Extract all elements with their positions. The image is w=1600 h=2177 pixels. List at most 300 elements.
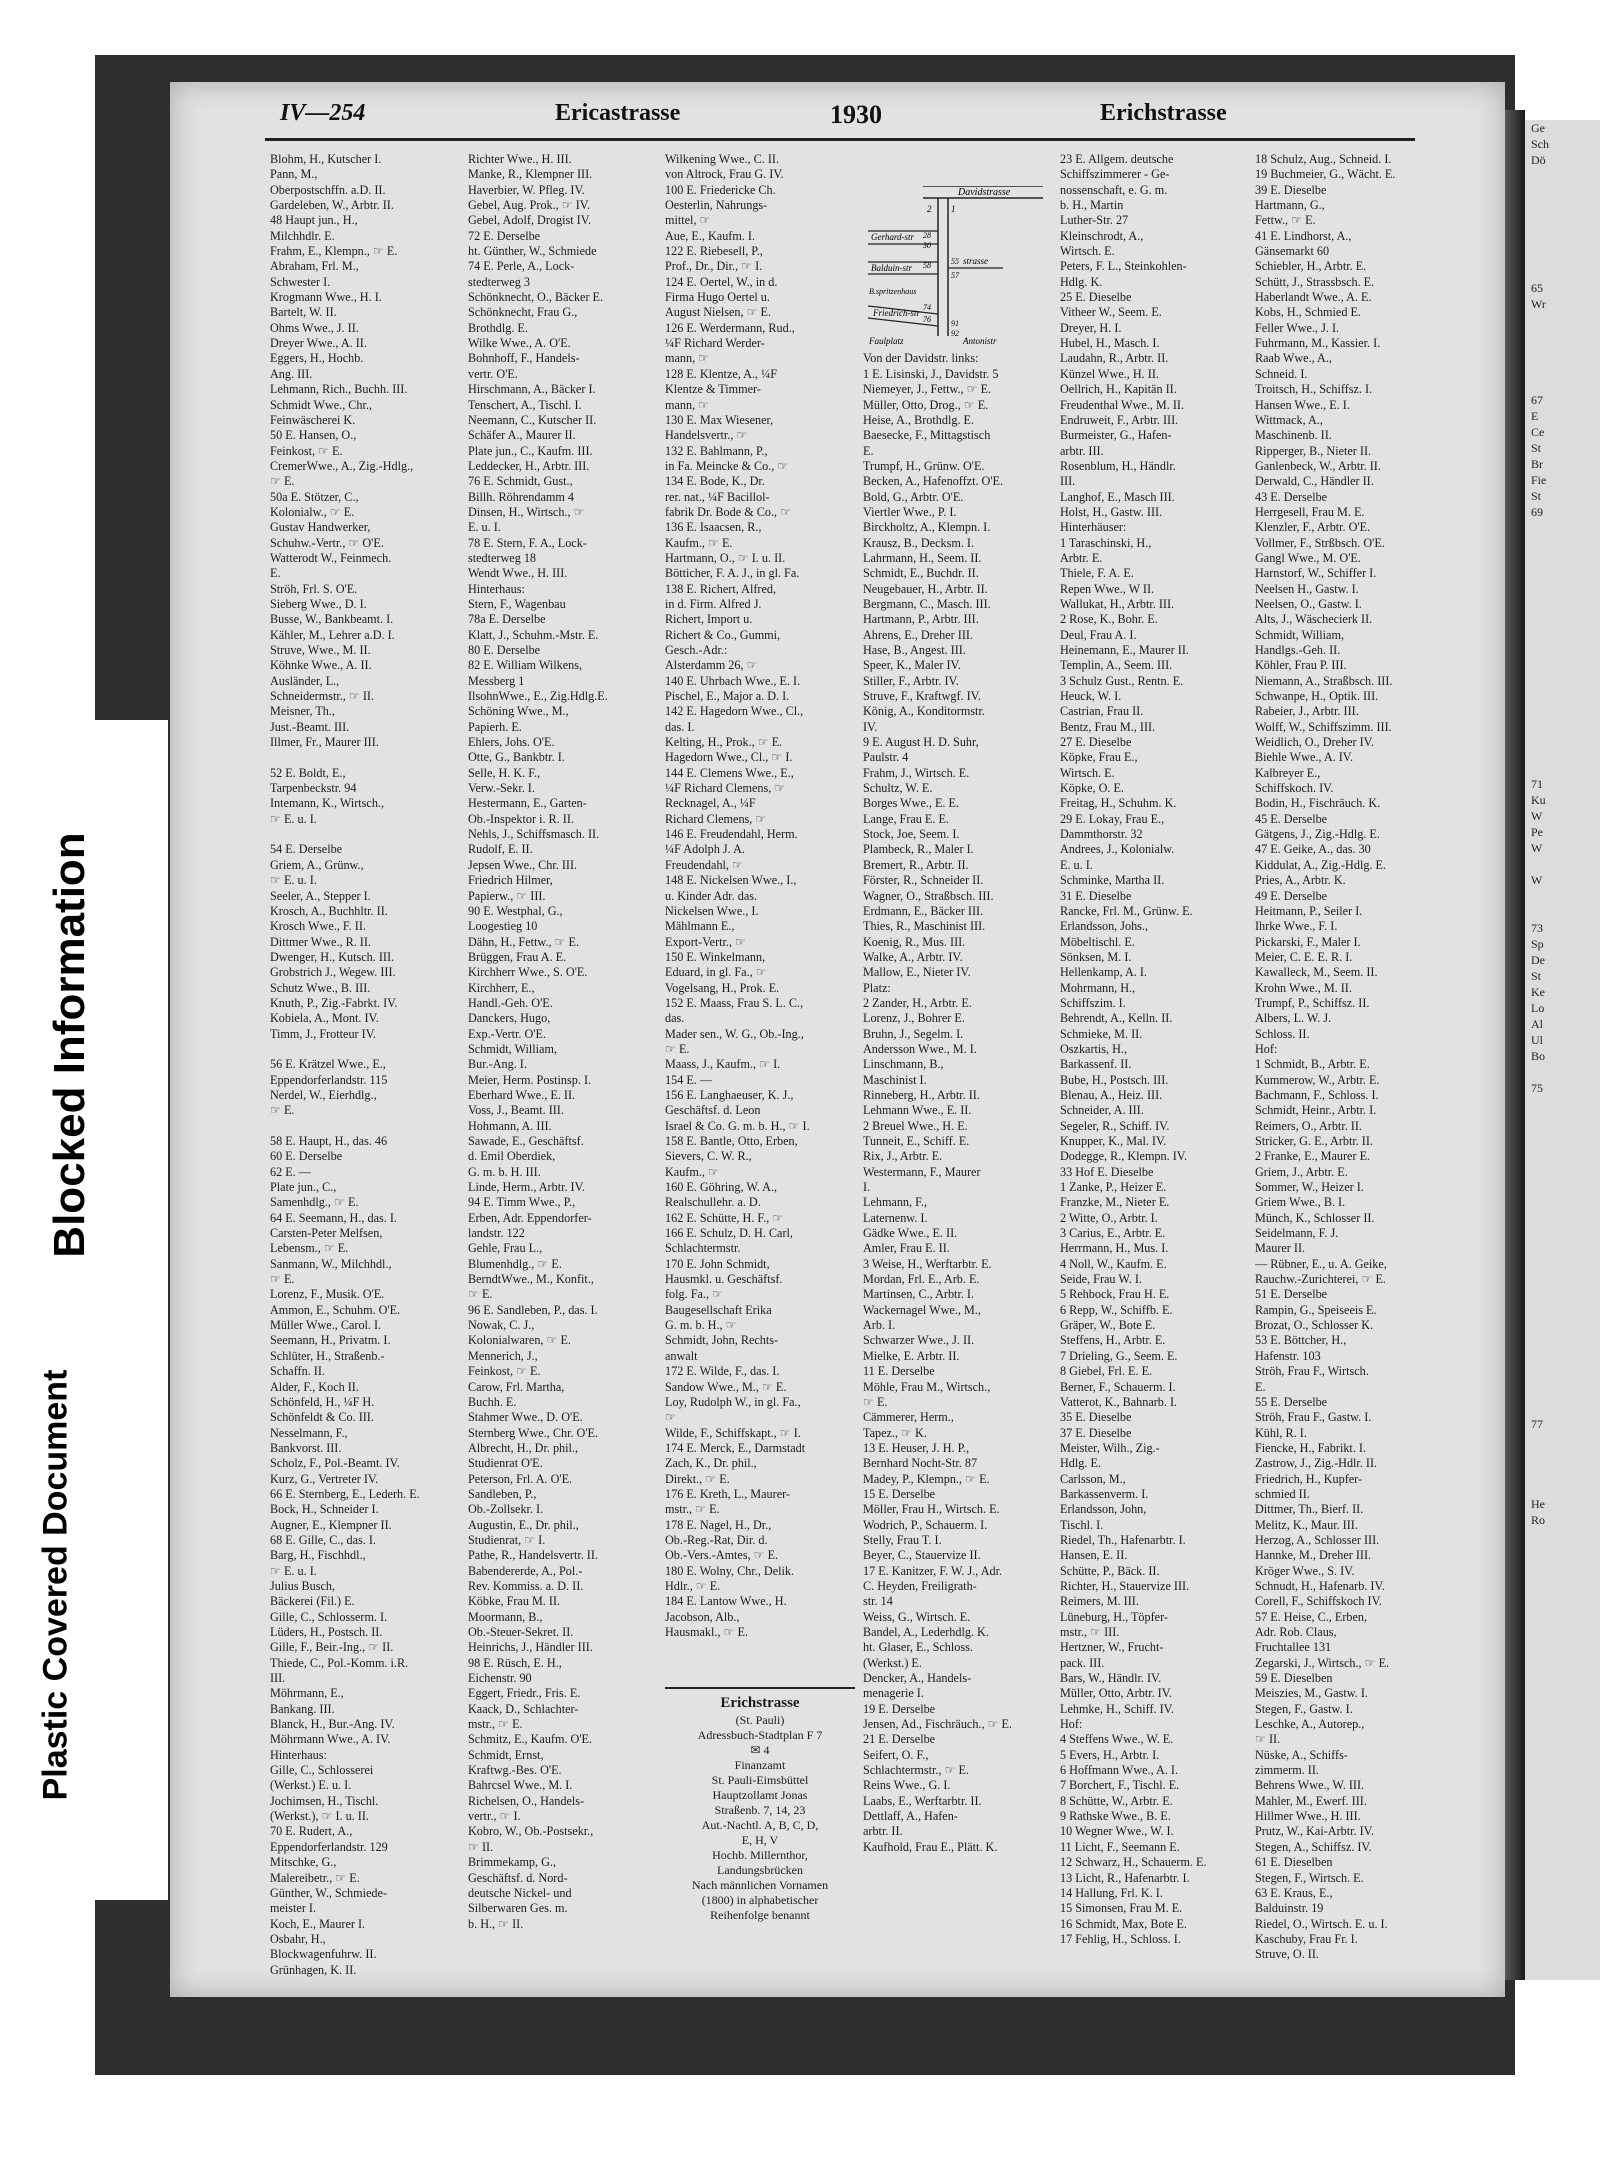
directory-entry-line: Schmidt Wwe., Chr., (270, 397, 373, 412)
directory-entry-line: 52 E. Boldt, E., (270, 765, 346, 780)
directory-entry-line: Mählmann E., (665, 919, 735, 934)
directory-entry-line: IV. (863, 719, 878, 734)
directory-entry-line: Schönknecht, Frau G., (468, 305, 578, 320)
directory-entry-line: Just.-Beamt. III. (270, 719, 350, 734)
directory-entry-line: Sandow Wwe., M., ☞ E. (665, 1379, 787, 1394)
directory-entry-line: Blenau, A., Heiz. III. (1060, 1087, 1163, 1102)
info-box-lines (665, 1713, 855, 1923)
directory-entry-line: Müller Wwe., Carol. I. (270, 1318, 382, 1333)
directory-entry-line: 128 E. Klentze, A., ¼F (665, 366, 778, 381)
map-number: 30 (923, 241, 931, 250)
directory-entry-line: Export-Vertr., ☞ (665, 934, 746, 949)
directory-entry-line: Dreyer, H. I. (1060, 320, 1122, 335)
directory-entry-line: Laudahn, R., Arbtr. II. (1060, 351, 1169, 366)
directory-entry-line: 70 E. Rudert, A., (270, 1824, 353, 1839)
directory-entry-line: Rosenblum, H., Händlr. (1060, 458, 1176, 473)
adjacent-page-fragment (1525, 1192, 1600, 1208)
directory-entry-line: Geschäftsf. d. Leon (665, 1103, 761, 1118)
directory-entry-line: 1 Schmidt, B., Arbtr. E. (1255, 1057, 1370, 1072)
directory-entry-line: Neelsen H., Gastw. I. (1255, 581, 1359, 596)
page-gutter (1505, 110, 1525, 1980)
directory-entry-line: Bube, H., Postsch. III. (1060, 1072, 1169, 1087)
map-number: 28 (923, 231, 931, 240)
directory-entry-line: E. (270, 566, 281, 581)
adjacent-page-fragment (1525, 200, 1600, 216)
directory-entry-line: Berner, F., Schauerm. I. (1060, 1379, 1176, 1394)
directory-entry-line: Reins Wwe., G. I. (863, 1778, 951, 1793)
directory-entry-line: Von der Davidstr. links: (863, 351, 979, 366)
directory-entry-line: Lehmann, F., (863, 1195, 928, 1210)
directory-entry-line: Koch, E., Maurer I. (270, 1916, 366, 1931)
directory-entry-line: 7 Drieling, G., Seem. E. (1060, 1348, 1178, 1363)
directory-entry-line: Hdlg. E. (1060, 1456, 1101, 1471)
adjacent-page-fragment: Sch (1531, 137, 1549, 151)
directory-entry-line: Behrendt, A., Kelln. II. (1060, 1011, 1173, 1026)
directory-entry-line: Realschullehr. a. D. (665, 1195, 761, 1210)
directory-entry-line: 31 E. Dieselbe (1060, 888, 1132, 903)
directory-entry-line: nossenschaft, e. G. m. (1060, 182, 1168, 197)
directory-entry-line: Tischl. I. (1060, 1517, 1104, 1532)
adjacent-page-fragment: Ce (1531, 425, 1545, 439)
directory-entry-line: Gille, F., Beir.-Ing., ☞ II. (270, 1640, 394, 1655)
adjacent-page-fragment: St (1531, 441, 1542, 455)
directory-entry-line: Corell, F., Schiffskoch IV. (1255, 1594, 1382, 1609)
directory-entry-line: in Fa. Meincke & Co., ☞ (665, 458, 789, 473)
adjacent-page-fragment (1525, 904, 1600, 920)
directory-entry-line: Haberlandt Wwe., A. E. (1255, 290, 1372, 305)
directory-entry-line: Linschmann, B., (863, 1057, 944, 1072)
adjacent-page-fragment: 65 (1531, 281, 1543, 295)
directory-entry-line: ht. Glaser, E., Schloss. (863, 1640, 973, 1655)
directory-entry-line: Ob.-Reg.-Rat, Dir. d. (665, 1532, 768, 1547)
directory-entry-line: 53 E. Böttcher, H., (1255, 1333, 1347, 1348)
directory-entry-line: Blohm, H., Kutscher I. (270, 152, 382, 166)
directory-entry-line: arbtr. III. (1060, 443, 1104, 458)
directory-entry-line: Schmidt, Ernst, (468, 1747, 544, 1762)
directory-entry-line: Bremert, R., Arbtr. II. (863, 857, 969, 872)
directory-entry-line: Wendt Wwe., H. III. (468, 566, 568, 581)
map-number: 58 (923, 261, 931, 270)
directory-entry-line: 27 E. Dieselbe (1060, 735, 1132, 750)
directory-entry-line: anwalt (665, 1348, 698, 1363)
directory-entry-line: Barkassenverm. I. (1060, 1486, 1149, 1501)
right-street-title: Erichstrasse (1100, 100, 1227, 126)
directory-entry-line: (Werkst.) E. u. I. (270, 1778, 352, 1793)
directory-entry-line: Fiencke, H., Fabrikt. I. (1255, 1440, 1367, 1455)
directory-entry-line: Gädke Wwe., E. II. (863, 1226, 958, 1241)
directory-entry-line: 72 E. Derselbe (468, 228, 541, 243)
directory-entry-line: Hirschmann, A., Bäcker I. (468, 382, 596, 397)
directory-entry-line: Günther, W., Schmiede- (270, 1885, 387, 1900)
directory-entry-line: vertr. O'E. (468, 366, 518, 381)
directory-entry-line: mstr., ☞ E. (468, 1717, 523, 1732)
info-box-line: ✉ 4 (750, 1743, 770, 1757)
directory-entry-line: Speer, K., Maler IV. (863, 658, 961, 673)
directory-entry-line: Niemann, A., Straßbsch. III. (1255, 673, 1393, 688)
directory-entry-line: 15 E. Derselbe (863, 1486, 936, 1501)
directory-entry-line: Selle, H. K. F., (468, 765, 541, 780)
directory-entry-line: Richelsen, O., Handels- (468, 1793, 585, 1808)
directory-entry-line: Papierh. E. (468, 719, 522, 734)
adjacent-page-fragment (1525, 184, 1600, 200)
directory-entry-line: Bodin, H., Fischräuch. K. (1255, 796, 1381, 811)
directory-entry-line: 82 E. William Wilkens, (468, 658, 583, 673)
map-label: Faulplatz (869, 336, 904, 346)
directory-entry-line: 3 Schulz Gust., Rentn. E. (1060, 673, 1184, 688)
directory-entry-line: Mitschke, G., (270, 1855, 337, 1870)
directory-entry-line: Buchh. E. (468, 1394, 517, 1409)
directory-entry-line: 56 E. Krätzel Wwe., E., (270, 1057, 386, 1072)
directory-entry-line: Maschinenb. II. (1255, 428, 1332, 443)
directory-entry-line: Leddecker, H., Arbtr. III. (468, 458, 590, 473)
directory-entry-line: 4 Steffens Wwe., W. E. (1060, 1732, 1174, 1747)
directory-entry-line: Laabs, E., Werftarbtr. II. (863, 1793, 982, 1808)
directory-entry-line: 41 E. Lindhorst, A., (1255, 228, 1352, 243)
directory-entry-line: Nowak, C. J., (468, 1318, 535, 1333)
directory-entry-line: Dettlaff, A., Hafen- (863, 1809, 958, 1824)
directory-entry-line: Schloss. II. (1255, 1026, 1310, 1041)
directory-entry-line: 2 Franke, E., Maurer E. (1255, 1149, 1371, 1164)
directory-entry-line: 3 Carius, E., Arbtr. E. (1060, 1226, 1166, 1241)
directory-entry-line: Schneidermstr., ☞ II. (270, 689, 375, 704)
directory-entry-line: Madey, P., Klempn., ☞ E. (863, 1471, 990, 1486)
adjacent-page-fragment (1525, 328, 1600, 344)
directory-entry-line: ☞ (665, 1410, 676, 1425)
directory-entry-line: Rabeier, J., Arbtr. III. (1255, 704, 1359, 719)
directory-entry-line: Schmidt, John, Rechts- (665, 1333, 779, 1348)
adjacent-page-fragment (1525, 1480, 1600, 1496)
map-number: 76 (923, 315, 931, 324)
directory-entry-line: Schneid. I. (1255, 366, 1308, 381)
directory-entry-line: ☞ II. (468, 1839, 494, 1854)
directory-entry-line: 172 E. Wilde, F., das. I. (665, 1364, 780, 1379)
directory-entry-line: BerndtWwe., M., Konfit., (468, 1272, 594, 1287)
directory-entry-line: Plate jun., C., (270, 1180, 337, 1195)
adjacent-page-fragment (1525, 648, 1600, 664)
directory-entry-line: Richter Wwe., H. III. (468, 152, 572, 166)
directory-entry-line: 13 Licht, R., Hafenarbtr. I. (1060, 1870, 1190, 1885)
directory-entry-line: Kaufhold, Frau E., Plätt. K. (863, 1839, 998, 1854)
directory-entry-line: von Altrock, Frau G. IV. (665, 167, 784, 182)
directory-entry-line: ☞ II. (1255, 1732, 1281, 1747)
directory-entry-line: Stegen, A., Schiffsz. IV. (1255, 1839, 1372, 1854)
directory-entry-line: Wackernagel Wwe., M., (863, 1302, 981, 1317)
directory-entry-line: ☞ E. (468, 1287, 493, 1302)
directory-entry-line: G. m. b. H., ☞ (665, 1318, 737, 1333)
directory-entry-line: Mader sen., W. G., Ob.-Ing., (665, 1026, 804, 1041)
directory-entry-line: Mennerich, J., (468, 1348, 538, 1363)
directory-entry-line: Dittmer, Th., Bierf. II. (1255, 1502, 1364, 1517)
directory-entry-line: 45 E. Derselbe (1255, 811, 1328, 826)
directory-entry-line: Griem, A., Grünw., (270, 857, 364, 872)
directory-entry-line: 15 Simonsen, Frau M. E. (1060, 1901, 1183, 1916)
directory-entry-line: Hertzner, W., Frucht- (1060, 1640, 1164, 1655)
directory-entry-line: Lüders, H., Postsch. II. (270, 1625, 383, 1639)
directory-entry-line: Geschäftsf. d. Nord- (468, 1870, 568, 1885)
directory-entry-line: Richard Clemens, ☞ (665, 811, 767, 826)
directory-entry-line: Ohms Wwe., J. II. (270, 320, 359, 335)
directory-entry-line: Langhof, E., Masch III. (1060, 489, 1175, 504)
directory-entry-line: Erlandsson, John, (1060, 1502, 1147, 1517)
directory-entry-line: Schmidt, William, (468, 1041, 557, 1056)
adjacent-page-fragment (1525, 1256, 1600, 1272)
directory-entry-line: 96 E. Sandleben, P., das. I. (468, 1302, 598, 1317)
directory-entry-line: Krosch, A., Buchhltr. II. (270, 903, 388, 918)
directory-entry-line: Moormann, B., (468, 1609, 543, 1624)
adjacent-page-fragment: Ge (1531, 121, 1545, 135)
directory-entry-line: Ströh, Frl. S. O'E. (270, 581, 358, 596)
directory-entry-line: Cämmerer, Herm., (863, 1410, 954, 1425)
directory-entry-line: Lüneburg, H., Töpfer- (1060, 1609, 1168, 1624)
directory-entry-line: ht. Günther, W., Schmiede (468, 244, 597, 259)
directory-entry-line: Steffens, H., Arbtr. E. (1060, 1333, 1166, 1348)
directory-entry-line: Köpke, Frau E., (1060, 750, 1138, 765)
directory-entry-line: Rampin, G., Speiseeis E. (1255, 1302, 1377, 1317)
directory-entry-line: Kaufm., ☞ (665, 1164, 719, 1179)
directory-entry-line: Schlüter, H., Straßenb.- (270, 1348, 385, 1363)
directory-entry-line: 176 E. Kreth, L., Maurer- (665, 1486, 790, 1501)
directory-entry-line: Hellenkamp, A. I. (1060, 965, 1147, 980)
directory-entry-line: Ob.-Vers.-Amtes, ☞ E. (665, 1548, 779, 1563)
directory-entry-line: Fettw., ☞ E. (1255, 213, 1316, 228)
directory-entry-line: Gustav Handwerker, (270, 520, 371, 535)
directory-entry-line: 39 E. Dieselbe (1255, 182, 1327, 197)
directory-entry-line: 80 E. Derselbe (468, 643, 541, 657)
directory-entry-line: Wilde, F., Schiffskapt., ☞ I. (665, 1425, 801, 1440)
info-box-line: Finanzamt (734, 1758, 786, 1772)
directory-entry-line: Templin, A., Seem. III. (1060, 658, 1173, 673)
directory-entry-line: ☞ E. (270, 1272, 295, 1287)
directory-entry-line: 138 E. Richert, Alfred, (665, 581, 777, 596)
directory-entry-line: ☞ E. (270, 474, 295, 489)
directory-entry-line: Seeler, A., Stepper I. (270, 888, 371, 903)
directory-entry-line: Kröger Wwe., S. IV. (1255, 1563, 1355, 1578)
directory-entry-line: Thiede, C., Pol.-Komm. i.R. (270, 1655, 409, 1670)
directory-entry-line: 47 E. Geike, A., das. 30 (1255, 842, 1371, 857)
column-6 (1255, 152, 1437, 1963)
directory-entry-line (863, 152, 1045, 167)
adjacent-page-fragment: Ul (1531, 1033, 1543, 1047)
directory-entry-line: Verw.-Sekr. I. (468, 781, 535, 796)
directory-entry-line: 58 E. Haupt, H., das. 46 (270, 1134, 388, 1148)
directory-entry-line: u. Kinder Adr. das. (665, 888, 758, 903)
directory-entry-line: Richert & Co., Gummi, (665, 627, 781, 642)
directory-entry-line: Busse, W., Bankbeamt. I. (270, 612, 394, 627)
directory-entry-line: Kawalleck, M., Seem. II. (1255, 965, 1378, 980)
directory-entry-line: Wilkening Wwe., C. II. (665, 152, 780, 166)
directory-entry-line: Freudenthal Wwe., M. II. (1060, 397, 1184, 412)
directory-entry-line: ☞ E. (665, 1041, 690, 1056)
directory-entry-line: Lehmann, Rich., Buchh. III. (270, 382, 408, 397)
directory-entry-line: 130 E. Max Wiesener, (665, 412, 774, 427)
directory-entry-line: Dencker, A., Handels- (863, 1671, 972, 1686)
directory-entry-line: Gille, C., Schlosserei (270, 1763, 374, 1778)
adjacent-page-fragment: 69 (1531, 505, 1543, 519)
directory-entry-line: Nerdel, W., Eierhdlg., (270, 1087, 377, 1102)
directory-entry-line: Wittmack, A., (1255, 412, 1323, 427)
directory-entry-line: Schwester I. (270, 274, 331, 289)
directory-entry-line: Oberpostschffn. a.D. II. (270, 182, 386, 197)
directory-entry-line: Maschinist I. (863, 1072, 927, 1087)
directory-entry-line: Hinterhäuser: (1060, 520, 1127, 535)
directory-entry-line: Kähler, M., Lehrer a.D. I. (270, 627, 395, 642)
directory-entry-line: Herrmann, H., Mus. I. (1060, 1241, 1169, 1256)
directory-entry-line: 37 E. Dieselbe (1060, 1425, 1132, 1440)
directory-entry-line: Kaack, D., Schlachter- (468, 1701, 579, 1716)
adjacent-page-fragment (1525, 600, 1600, 616)
adjacent-page (1525, 120, 1600, 1980)
directory-entry-line: Wallukat, H., Arbtr. III. (1060, 596, 1175, 611)
directory-entry-line: 25 E. Dieselbe (1060, 290, 1132, 305)
directory-entry-line: Messberg 1 (468, 673, 525, 688)
directory-entry-line: Carow, Frl. Martha, (468, 1379, 565, 1394)
directory-entry-line: Westermann, F., Maurer (863, 1164, 981, 1179)
directory-entry-line: Bars, W., Händlr. IV. (1060, 1671, 1162, 1686)
directory-entry-line: Holst, H., Gastw. III. (1060, 504, 1163, 519)
directory-entry-line: Dreyer Wwe., A. II. (270, 336, 367, 351)
directory-entry-line: Aue, E., Kaufm. I. (665, 228, 756, 243)
directory-entry-line: 21 E. Derselbe (863, 1732, 936, 1747)
directory-entry-line: Feinwäscherei K. (270, 412, 356, 427)
directory-entry-line: Hausmakl., ☞ E. (665, 1625, 749, 1639)
adjacent-page-fragment: W (1531, 873, 1543, 887)
directory-entry-line: Bold, G., Arbtr. O'E. (863, 489, 964, 504)
directory-entry-line: 2 Witte, O., Arbtr. I. (1060, 1210, 1158, 1225)
adjacent-page-fragment (1525, 232, 1600, 248)
directory-entry-line: Klentze & Timmer- (665, 382, 761, 397)
directory-entry-line: Carlsson, M., (1060, 1471, 1126, 1486)
directory-entry-line: Andersson Wwe., M. I. (863, 1041, 977, 1056)
directory-entry-line: Lehmann Wwe., E. II. (863, 1103, 972, 1118)
directory-entry-line: Wagner, O., Straßbsch. III. (863, 888, 994, 903)
directory-entry-line: Albers, L. W. J. (1255, 1011, 1332, 1026)
directory-entry-line: Mohrmann, H., (1060, 980, 1136, 995)
directory-entry-line: Dwenger, H., Kutsch. III. (270, 949, 395, 964)
directory-entry-line: Ausländer, L., (270, 673, 340, 688)
directory-entry-line: Sternberg Wwe., Chr. O'E. (468, 1425, 599, 1440)
map-label: Friedrich-str (873, 308, 920, 318)
directory-entry-line: Arbtr. E. (1060, 550, 1103, 565)
directory-entry-line: Rix, J., Arbtr. E. (863, 1149, 943, 1164)
directory-entry-line: Schiffszim. I. (1060, 995, 1126, 1010)
directory-entry-line: Schiffszimmerer - Ge- (1060, 167, 1170, 182)
directory-entry-line: Kobro, W., Ob.-Postsekr., (468, 1824, 594, 1839)
directory-entry-line: Ganlenbeck, W., Arbtr. II. (1255, 458, 1381, 473)
directory-entry-line: Walke, A., Arbtr. IV. (863, 949, 963, 964)
adjacent-page-fragment (1525, 664, 1600, 680)
directory-entry-line: rer. nat., ¼F Bacillol- (665, 489, 770, 504)
directory-entry-line: Fuhrmann, M., Kassier. I. (1255, 336, 1381, 351)
directory-entry-line: ☞ E. (863, 1394, 888, 1409)
directory-entry-line: 57 E. Heise, C., Erben, (1255, 1609, 1368, 1624)
directory-entry-line: Kaufm., ☞ E. (665, 535, 733, 550)
directory-entry-line: ☞ E. u. I. (270, 873, 317, 888)
adjacent-page-fragment: Sp (1531, 937, 1544, 951)
adjacent-page-fragment: 77 (1531, 1417, 1543, 1431)
directory-entry-line: Bötticher, F. A. J., in gl. Fa. (665, 566, 800, 581)
directory-entry-line: 62 E. — (270, 1164, 311, 1179)
directory-entry-line: 50 E. Hansen, O., (270, 428, 357, 443)
directory-entry-line: Kobs, H., Schmied E. (1255, 305, 1361, 320)
directory-entry-line: Nesselmann, F., (270, 1425, 348, 1440)
directory-entry-line: Kolonialw., ☞ E. (270, 504, 355, 519)
directory-entry-line: 146 E. Freudendahl, Herm. (665, 827, 798, 842)
directory-entry-line: Kraftwg.-Bes. O'E. (468, 1763, 562, 1778)
directory-entry-line: Herrgesell, Frau M. E. (1255, 504, 1365, 519)
directory-entry-line: Augustin, E., Dr. phil., (468, 1517, 579, 1532)
directory-entry-line: Brimmekamp, G., (468, 1855, 557, 1870)
directory-entry-line (270, 827, 452, 842)
directory-entry-line: 144 E. Clemens Wwe., E., (665, 765, 794, 780)
directory-entry-line: Bernhard Nocht-Str. 87 (863, 1456, 978, 1471)
directory-entry-line: Wilke Wwe., A. O'E. (468, 336, 571, 351)
adjacent-page-fragment: 73 (1531, 921, 1543, 935)
directory-entry-line: Augner, E., Klempner II. (270, 1517, 392, 1532)
directory-entry-line: mstr., ☞ III. (1060, 1625, 1120, 1639)
directory-entry-line: deutsche Nickel- und (468, 1885, 572, 1900)
directory-entry-line: König, A., Konditormstr. (863, 704, 985, 719)
adjacent-page-fragment (1525, 1304, 1600, 1320)
adjacent-page-fragment (1525, 360, 1600, 376)
directory-entry-line: 5 Rehbock, Frau H. E. (1060, 1287, 1170, 1302)
directory-entry-line: 156 E. Langhaeuser, K. J., (665, 1087, 794, 1102)
directory-entry-line: Hase, B., Angest. III. (863, 643, 966, 657)
directory-entry-line: Oszkartis, H., (1060, 1041, 1128, 1056)
directory-entry-line: Martinsen, C., Arbtr. I. (863, 1287, 975, 1302)
directory-entry-line: 11 Licht, F., Seemann E. (1060, 1839, 1180, 1854)
directory-entry-line: Heitmann, P., Seiler I. (1255, 903, 1363, 918)
adjacent-page-fragment (1525, 1464, 1600, 1480)
directory-entry-line: 174 E. Merck, E., Darmstadt (665, 1440, 806, 1455)
directory-entry-line: Burmeister, G., Hafen- (1060, 428, 1172, 443)
directory-entry-line: Recknagel, A., ¼F (665, 796, 756, 811)
directory-entry-line: ☞ E. u. I. (270, 811, 317, 826)
directory-entry-line: 160 E. Göhring, W. A., (665, 1180, 778, 1195)
map-number: 92 (951, 329, 959, 338)
adjacent-page-fragment (1525, 1240, 1600, 1256)
street-map-sketch (863, 186, 1045, 351)
directory-entry-line: 3 Weise, H., Werftarbtr. E. (863, 1256, 992, 1271)
adjacent-page-fragment (1525, 1144, 1600, 1160)
directory-entry-line: Tapez., ☞ K. (863, 1425, 927, 1440)
directory-entry-line: III. (1060, 474, 1076, 489)
directory-entry-line: Krosch Wwe., F. II. (270, 919, 366, 934)
adjacent-page-fragment (1525, 616, 1600, 632)
directory-entry-line: Hannke, M., Dreher III. (1255, 1548, 1372, 1563)
directory-entry-line: Peterson, Frl. A. O'E. (468, 1471, 573, 1486)
column-5 (1060, 152, 1242, 1947)
directory-entry-line: Behrens Wwe., W. III. (1255, 1778, 1365, 1793)
map-label: Davidstrasse (958, 187, 1011, 198)
directory-entry-line: Ang. III. (270, 366, 313, 381)
column-3 (665, 152, 847, 1640)
directory-entry-line: Papierw., ☞ III. (468, 888, 546, 903)
directory-entry-line: 54 E. Derselbe (270, 842, 343, 857)
directory-entry-line: 14 Hallung, Frl. K. I. (1060, 1885, 1163, 1900)
adjacent-page-fragment (1525, 888, 1600, 904)
directory-entry-line: Möbeltischl. E. (1060, 934, 1135, 949)
directory-entry-line: Bäckerei (Fil.) E. (270, 1594, 355, 1609)
directory-entry-line: Klatt, J., Schuhm.-Mstr. E. (468, 627, 599, 642)
directory-entry-line: Raab Wwe., A., (1255, 351, 1332, 366)
directory-entry-line: Zach, K., Dr. phil., (665, 1456, 757, 1471)
erichstrasse-info-box (665, 1687, 855, 1923)
directory-entry-line: Wirtsch. E. (1060, 244, 1115, 259)
adjacent-page-fragment (1525, 584, 1600, 600)
directory-entry-line: Bankvorst. III. (270, 1440, 342, 1455)
adjacent-page-fragment: Ke (1531, 985, 1545, 999)
directory-entry-line: Otte, G., Bankbtr. I. (468, 750, 565, 765)
